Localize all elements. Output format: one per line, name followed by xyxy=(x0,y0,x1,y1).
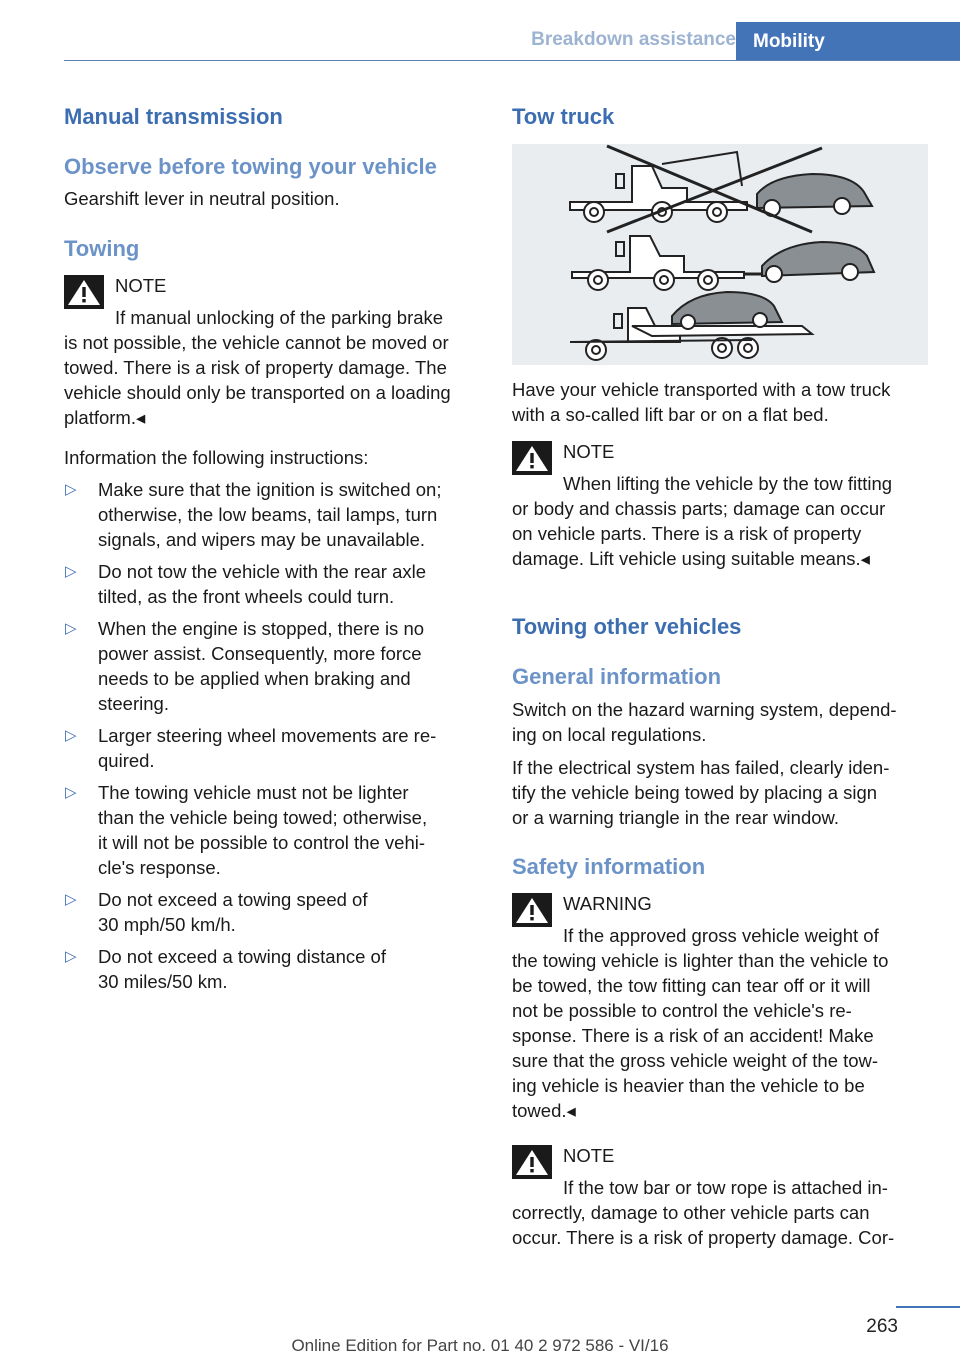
text-line: ing on local regulations. xyxy=(512,724,707,745)
text-line: Have your vehicle transported with a tow truck xyxy=(512,379,891,400)
list-item xyxy=(64,944,484,994)
text-line: Switch on the hazard warning system, depend- xyxy=(512,699,897,720)
header-chapter-tab: Mobility xyxy=(736,22,960,61)
warning-line: not be possible to control the vehicle's re- xyxy=(512,1000,852,1021)
list-item-line: Make sure that the ignition is switched on; xyxy=(98,479,442,500)
list-item-line: it will not be possible to control the vehi- xyxy=(98,832,426,853)
list-item-line: Do not exceed a towing distance of xyxy=(98,946,386,967)
note-line: When lifting the vehicle by the tow fitting xyxy=(563,473,893,494)
list-item-line: than the vehicle being towed; otherwise, xyxy=(98,807,428,828)
triangle-bullet-icon: ▷ xyxy=(65,620,77,637)
page-number: 263 xyxy=(866,1316,898,1337)
footer-accent-line xyxy=(896,1306,960,1308)
warning-gross-weight xyxy=(512,891,952,1123)
tow-truck-illustration xyxy=(512,144,928,365)
triangle-bullet-icon: ▷ xyxy=(65,481,77,498)
note-line: If manual unlocking of the parking brake xyxy=(115,307,444,328)
warning-line: towed.◂ xyxy=(512,1100,576,1121)
warning-label: WARNING xyxy=(563,893,652,914)
note-line: or body and chassis parts; damage can occur xyxy=(512,498,886,519)
note-line: vehicle should only be transported on a loading xyxy=(64,382,451,403)
note-line: platform.◂ xyxy=(64,407,146,428)
note-lifting xyxy=(512,439,942,571)
list-item xyxy=(64,723,484,773)
list-item-line: steering. xyxy=(98,693,169,714)
triangle-bullet-icon: ▷ xyxy=(65,784,77,801)
list-item-line: Larger steering wheel movements are re- xyxy=(98,725,437,746)
warning-line: sure that the gross vehicle weight of the tow- xyxy=(512,1050,879,1071)
list-item xyxy=(64,477,484,552)
warning-triangle-icon xyxy=(512,1145,552,1179)
triangle-bullet-icon: ▷ xyxy=(65,891,77,908)
paragraph-hazard xyxy=(512,697,952,747)
note-line: towed. There is a risk of property damage. The xyxy=(64,357,447,378)
note-parking-brake xyxy=(64,273,484,430)
warning-triangle-icon xyxy=(64,275,104,309)
warning-line: If the approved gross vehicle weight of xyxy=(563,925,879,946)
list-item-line: Do not tow the vehicle with the rear axle xyxy=(98,561,427,582)
list-item xyxy=(64,780,484,880)
triangle-bullet-icon: ▷ xyxy=(65,563,77,580)
paragraph-transport xyxy=(512,377,942,427)
header-section-title: Breakdown assistance xyxy=(531,29,736,50)
list-item-line: signals, and wipers may be unavailable. xyxy=(98,529,426,550)
list-item-line: 30 miles/50 km. xyxy=(98,971,228,992)
text-line: tify the vehicle being towed by placing a sign xyxy=(512,782,878,803)
list-item-line: 30 mph/50 km/h. xyxy=(98,914,236,935)
text-line: with a so-called lift bar or on a flat bed. xyxy=(512,404,829,425)
footer-edition: Online Edition for Part no. 01 40 2 972 586 - VI/16 xyxy=(291,1336,669,1355)
warning-line: be towed, the tow fitting can tear off or it will xyxy=(512,975,871,996)
warning-triangle-icon xyxy=(512,893,552,927)
note-line: correctly, damage to other vehicle parts can xyxy=(512,1202,870,1223)
paragraph-instructions-intro: Information the following instructions: xyxy=(64,447,369,468)
note-line: damage. Lift vehicle using suitable means.◂ xyxy=(512,548,870,569)
list-item-line: cle's response. xyxy=(98,857,221,878)
header-divider xyxy=(64,60,960,61)
warning-line: the towing vehicle is lighter than the vehicle to xyxy=(512,950,889,971)
list-item-line: tilted, as the front wheels could turn. xyxy=(98,586,395,607)
note-tow-bar xyxy=(512,1143,952,1250)
list-item-line: quired. xyxy=(98,750,155,771)
note-label: NOTE xyxy=(563,441,615,462)
warning-line: ing vehicle is heavier than the vehicle to be xyxy=(512,1075,865,1096)
heading-safety-information: Safety information xyxy=(512,854,706,879)
list-item xyxy=(64,559,484,609)
list-item xyxy=(64,616,484,716)
text-line: If the electrical system has failed, clearly iden- xyxy=(512,757,890,778)
note-label: NOTE xyxy=(115,275,167,296)
triangle-bullet-icon: ▷ xyxy=(65,948,77,965)
heading-observe-before-towing: Observe before towing your vehicle xyxy=(64,154,437,179)
note-line: If the tow bar or tow rope is attached in- xyxy=(563,1177,888,1198)
list-item xyxy=(64,887,484,937)
list-item-line: power assist. Consequently, more force xyxy=(98,643,422,664)
note-line: is not possible, the vehicle cannot be moved or xyxy=(64,332,449,353)
note-line: occur. There is a risk of property damage. Cor- xyxy=(512,1227,895,1248)
heading-towing-other-vehicles: Towing other vehicles xyxy=(512,614,742,639)
list-item-line: Do not exceed a towing speed of xyxy=(98,889,368,910)
heading-manual-transmission: Manual transmission xyxy=(64,104,283,129)
paragraph-gearshift: Gearshift lever in neutral position. xyxy=(64,188,340,209)
heading-tow-truck: Tow truck xyxy=(512,104,615,129)
tow-truck-diagram-icon xyxy=(512,144,928,365)
list-item-line: When the engine is stopped, there is no xyxy=(98,618,425,639)
list-item-line: The towing vehicle must not be lighter xyxy=(98,782,409,803)
heading-towing: Towing xyxy=(64,236,140,261)
note-label: NOTE xyxy=(563,1145,615,1166)
note-line: on vehicle parts. There is a risk of property xyxy=(512,523,862,544)
towing-instructions-list xyxy=(64,477,484,994)
text-line: or a warning triangle in the rear window. xyxy=(512,807,840,828)
warning-triangle-icon xyxy=(512,441,552,475)
list-item-line: needs to be applied when braking and xyxy=(98,668,411,689)
heading-general-information: General information xyxy=(512,664,722,689)
paragraph-electrical xyxy=(512,755,952,830)
triangle-bullet-icon: ▷ xyxy=(65,727,77,744)
list-item-line: otherwise, the low beams, tail lamps, turn xyxy=(98,504,438,525)
warning-line: sponse. There is a risk of an accident! Make xyxy=(512,1025,874,1046)
